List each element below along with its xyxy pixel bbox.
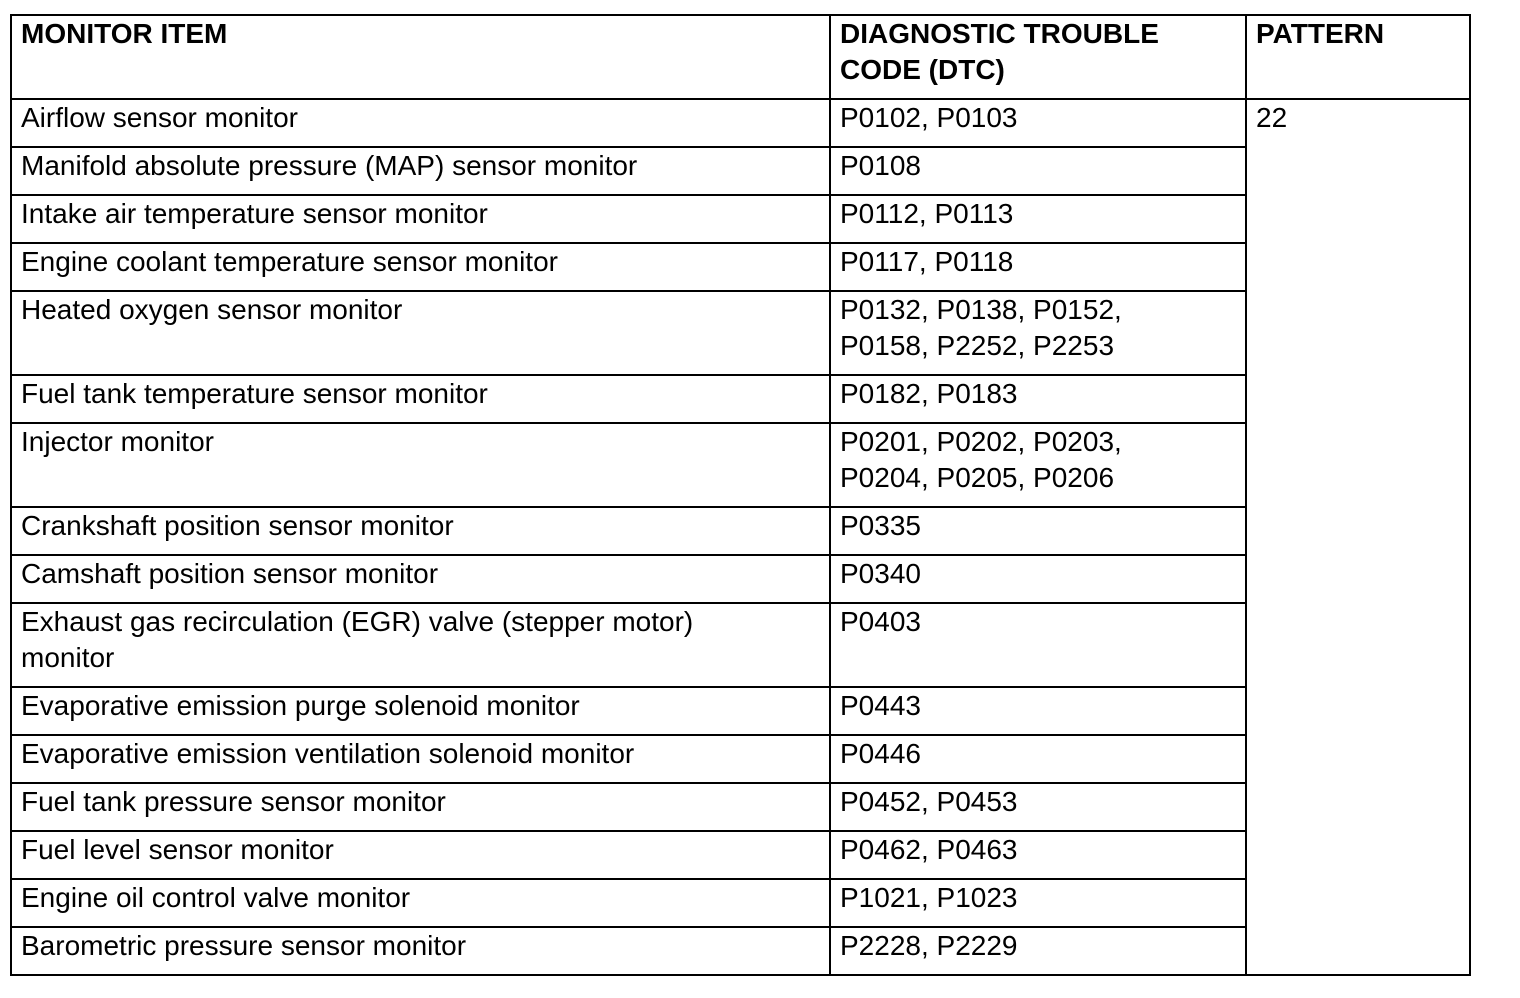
monitor-item-cell: Injector monitor <box>11 423 830 507</box>
dtc-cell: P0446 <box>830 735 1246 783</box>
dtc-cell: P0462, P0463 <box>830 831 1246 879</box>
pattern-cell: 22 <box>1246 99 1470 975</box>
header-dtc: DIAGNOSTIC TROUBLE CODE (DTC) <box>830 15 1246 99</box>
monitor-item-cell: Barometric pressure sensor monitor <box>11 927 830 975</box>
dtc-cell: P0117, P0118 <box>830 243 1246 291</box>
table-row <box>11 99 1470 147</box>
header-monitor-item: MONITOR ITEM <box>11 15 830 99</box>
monitor-item-cell: Fuel level sensor monitor <box>11 831 830 879</box>
monitor-item-cell: Evaporative emission purge solenoid monitor <box>11 687 830 735</box>
monitor-item-cell: Evaporative emission ventilation solenoid monitor <box>11 735 830 783</box>
dtc-cell: P0335 <box>830 507 1246 555</box>
header-pattern: PATTERN <box>1246 15 1470 99</box>
dtc-cell: P2228, P2229 <box>830 927 1246 975</box>
dtc-cell: P0403 <box>830 603 1246 687</box>
monitor-item-cell: Camshaft position sensor monitor <box>11 555 830 603</box>
monitor-item-cell: Exhaust gas recirculation (EGR) valve (stepper motor) monitor <box>11 603 830 687</box>
dtc-cell: P0182, P0183 <box>830 375 1246 423</box>
monitor-item-cell: Manifold absolute pressure (MAP) sensor monitor <box>11 147 830 195</box>
dtc-cell: P0102, P0103 <box>830 99 1246 147</box>
monitor-item-cell: Crankshaft position sensor monitor <box>11 507 830 555</box>
monitor-item-cell: Heated oxygen sensor monitor <box>11 291 830 375</box>
monitor-item-cell: Airflow sensor monitor <box>11 99 830 147</box>
monitor-dtc-table <box>10 14 1471 976</box>
monitor-item-cell: Engine oil control valve monitor <box>11 879 830 927</box>
dtc-cell: P0132, P0138, P0152, P0158, P2252, P2253 <box>830 291 1246 375</box>
dtc-cell: P0201, P0202, P0203, P0204, P0205, P0206 <box>830 423 1246 507</box>
table-header-row <box>11 15 1470 99</box>
dtc-cell: P0340 <box>830 555 1246 603</box>
dtc-cell: P0452, P0453 <box>830 783 1246 831</box>
monitor-item-cell: Fuel tank pressure sensor monitor <box>11 783 830 831</box>
monitor-item-cell: Engine coolant temperature sensor monitor <box>11 243 830 291</box>
dtc-cell: P0112, P0113 <box>830 195 1246 243</box>
dtc-cell: P0443 <box>830 687 1246 735</box>
dtc-cell: P0108 <box>830 147 1246 195</box>
monitor-item-cell: Intake air temperature sensor monitor <box>11 195 830 243</box>
monitor-item-cell: Fuel tank temperature sensor monitor <box>11 375 830 423</box>
dtc-cell: P1021, P1023 <box>830 879 1246 927</box>
